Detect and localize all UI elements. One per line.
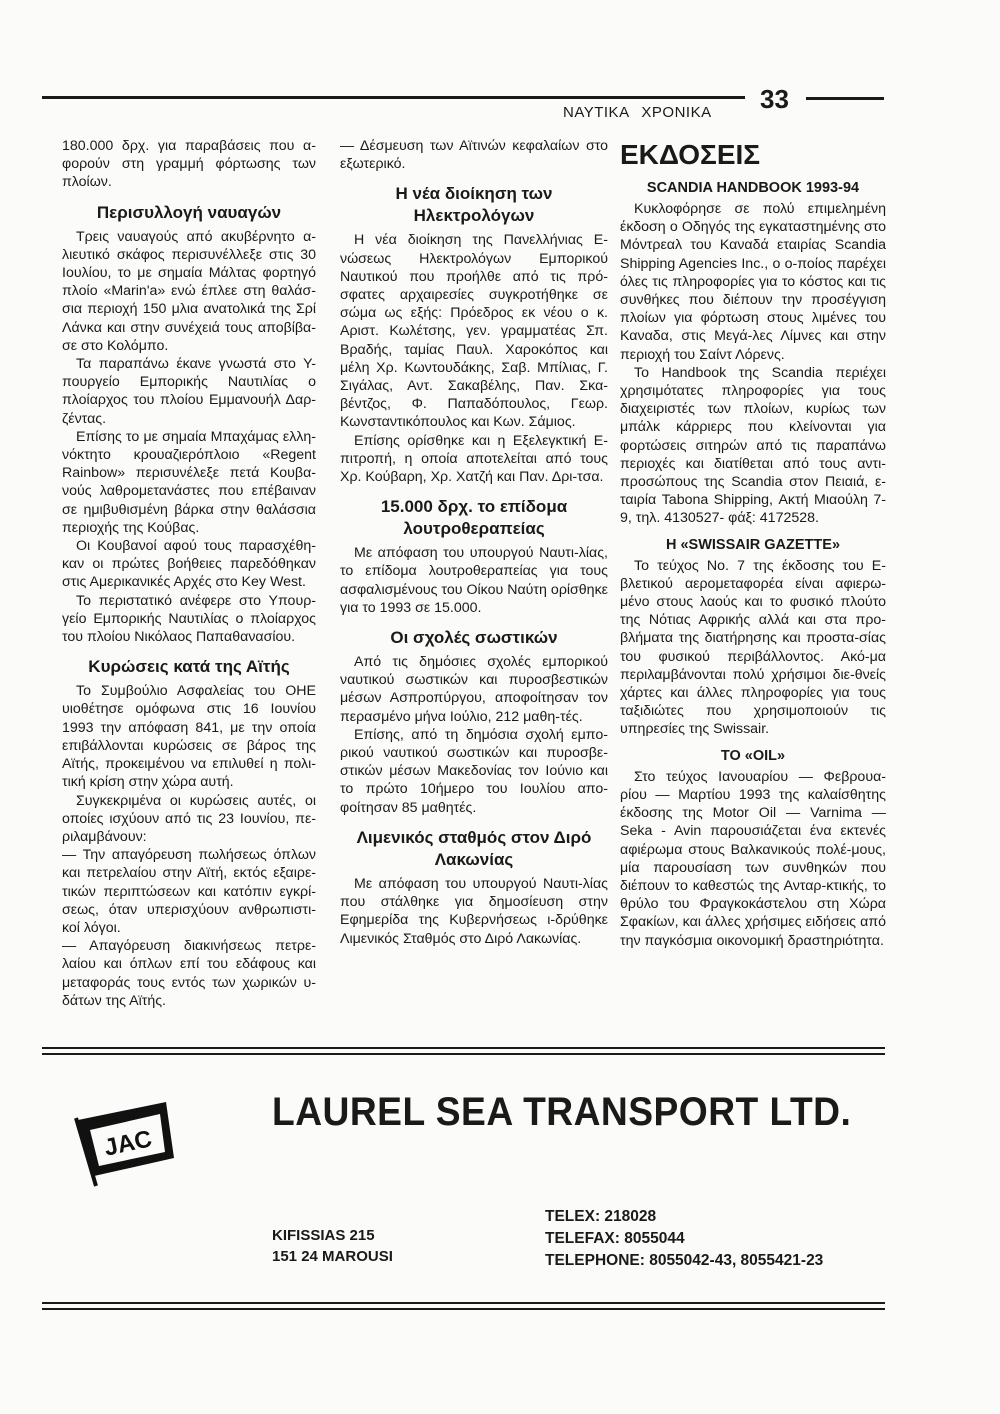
article-heading: ΤΟ «OIL» bbox=[720, 747, 786, 764]
article-paragraph: Το Συμβούλιο Ασφαλείας του ΟΗΕ υιοθέτησε ομόφωνα στις 16 Ιουνίου 1993 την απόφαση 841, με την οποία επιβάλλονται κυρώσεις σε βάρος της Αϊτής, προκειμένου να επιλυθεί η πολι-τική κρίση στην χώρα αυτή. bbox=[62, 683, 316, 791]
article-paragraph: Τα παραπάνω έκανε γνωστά στο Υ-πουργείο Εμπορικής Ναυτιλίας ο πλοίαρχος του πλοίου Εμμανουήλ Δαρ-ζέντας. bbox=[62, 356, 316, 427]
footer-rule-2 bbox=[42, 1308, 885, 1310]
article-paragraph: Το τεύχος No. 7 της έκδοσης του Ε-βλετικού αερομεταφορέα είναι αφιερω-μένο στους λαούς και το φυσικό πλούτο της Νότιας Αφρικής αλλά και στα προ-βλήματα της διατήρησης και προστα-σίας του φυσικού περιβάλλοντος. Ακό-μα περιλαμβάνονται πολύ χρήσιμοι διε-θνείς χάρτες και άλλες πληροφορίες για τους ταξιδιώτες που χρησιμοποιούν τις υπηρεσίες της Swissair. bbox=[620, 557, 886, 738]
article-paragraph: Η νέα διοίκηση της Πανελλήνιας Ε-νώσεως Ηλεκτρολόγων Εμπορικού Ναυτικού που προήλθε από τις πρό-σφατες αρχαιρεσίες συγκροτήθηκε σε σώμα ως εξής: Πρόεδρος εκ νέου ο κ. Αριστ. Κωλέτσης, γεν. γραμματέας Σπ. Βραδής, ταμίας Παυλ. Χαροκόπος και μέλη Χρ. Κωντουδάκης, Σαβ. Μπίλιας, Γ. Σιγάλας, Αντ. Σακαβέλης, Παν. Σκα-βέντζος, Φ. Παπαδόπουλος, Γεωρ. Κωνσταντικόπουλος και Κων. Σάμιος. bbox=[340, 232, 608, 431]
header-rule-left bbox=[42, 96, 745, 99]
article-heading: ΕΚΔΟΣΕΙΣ bbox=[620, 139, 761, 170]
article-heading: Λιμενικός σταθμός στον Διρό Λακωνίας bbox=[356, 827, 592, 869]
address-line: KIFISSIAS 215 bbox=[272, 1227, 375, 1244]
advert-rule-top-1 bbox=[42, 1047, 885, 1049]
article-paragraph: Επίσης ορίσθηκε και η Εξελεγκτική Ε-πιτροπή, η οποία αποτελείται από τους Χρ. Κούβαρη, Χρ. Χατζή και Παν. Δρι-τσα. bbox=[340, 432, 608, 486]
article-paragraph: Με απόφαση του υπουργού Ναυτι-λίας που στάλθηκε για δημοσίευση στην Εφημερίδα της Κυβερνήσεως ι-δρύθηκε Λιμενικός Σταθμός στο Διρό Λακωνίας. bbox=[340, 875, 608, 947]
svg-text:JAC: JAC bbox=[101, 1125, 155, 1162]
company-name: LAUREL SEA TRANSPORT LTD. bbox=[272, 1090, 852, 1134]
article-paragraph: Τρεις ναυαγούς από ακυβέρνητο α-λιευτικό σκάφος περισυνέλλεξε στις 30 Ιουλίου, το με σημαία Μάλτας φορτηγό πλοίο «Marin'a» ενώ έπλεε στη θαλάσ-σια περιοχή 150 μλια ανατολικά της Σρί Λάνκα και στην συνέχειά τους αποβίβα-σε στο Κολόμπο. bbox=[62, 228, 316, 354]
article-heading: Οι σχολές σωστικών bbox=[390, 628, 558, 648]
jac-flag-logo bbox=[66, 1098, 181, 1188]
article-paragraph: Από τις δημόσιες σχολές εμπορικού ναυτικού σωστικών και πυροσβεστικών μέσων Ασπροπύργου, αποφοίτησαν τον περασμένο μήνα Ιούλιο, 212 μαθη-τές. bbox=[340, 654, 608, 725]
article-heading: Η «SWISSAIR GAZETTE» bbox=[665, 536, 841, 553]
article-paragraph: 180.000 δρχ. για παραβάσεις που α-φορούν στη γραμμή φόρτωσης των πλοίων. bbox=[62, 138, 316, 191]
article-paragraph: Με απόφαση του υπουργού Ναυτι-λίας, το επίδομα λουτροθεραπείας για τους ασφαλισμένους του Οίκου Ναύτη ορίσθηκε για το 1993 σε 15.000. bbox=[340, 545, 608, 616]
telefax: TELEFAX: 8055044 bbox=[545, 1230, 685, 1247]
telephone: TELEPHONE: 8055042-43, 8055421-23 bbox=[545, 1252, 824, 1269]
article-paragraph: — Δέσμευση των Αϊτινών κεφαλαίων στο εξωτερικό. bbox=[340, 138, 608, 173]
article-paragraph: — Την απαγόρευση πωλήσεως όπλων και πετρελαίου στην Αϊτή, εκτός εξαιρε-τικών περιπτώσεων και κατόπιν εγκρί-σεως, όταν υπερισχύουν ανθρωπιστι-κοί λόγοι. bbox=[62, 847, 316, 936]
company-contact bbox=[545, 1206, 823, 1272]
column-3 bbox=[620, 137, 886, 950]
article-paragraph: Το Handbook της Scandia περιέχει χρησιμότατες πληροφορίες για τους διαχειριστές των πλοίων, κυρίως των μπάλκ κάρριερς που κλείνονται για φορτώσεις σιτηρών από τις παραπάνω περιοχές και διατίθεται από τους αντι-προσώπους της Scandia στον Πειαιά, ε-ταιρία Tabona Shipping, Ακτή Μιαούλη 7-9, τηλ. 4130527- φάξ: 4172528. bbox=[620, 364, 886, 527]
article-paragraph: Επίσης, από τη δημόσια σχολή εμπο-ρικού ναυτικού σωστικών και πυροσβε-στικών μέσων Μακεδονίας τον Ιούνιο και το πρώτο 10ήμερο του Ιουλίου απο-φοίτησαν 85 μαθητές. bbox=[340, 726, 608, 816]
page-number: 33 bbox=[760, 84, 789, 114]
article-heading: Η νέα διοίκηση των Ηλεκτρολόγων bbox=[395, 184, 553, 226]
article-heading: Περισυλλογή ναυαγών bbox=[96, 202, 282, 222]
article-paragraph: Στο τεύχος Ιανουαρίου — Φεβρουα-ρίου — Μαρτίου 1993 της καλαίσθητης έκδοσης της Motor Oil — Varnima — Seka - Avin παρουσιάζεται ένα εκτενές αφιέρωμα στους Βαλκανικούς πολέ-μους, μία παρουσίαση των συνθηκών που διέπουν το καθεστώς της Ανταρ-κτικής, το θρύλο του Φραγκοκάστελου στη Χώρα Σφακίων, και άλλες χρήσιμες ειδήσεις από την παγκόσμια οικονομική δραστηριότητα. bbox=[620, 768, 886, 949]
article-paragraph: Επίσης το με σημαία Μπαχάμας ελλη-νόκτητο κρουαζιερόπλοιο «Regent Rainbow» περισυνέλεξε πετά Κουβα-νούς λαθρομετανάστες που επέβαιναν σε ημιβυθισμένη βάρκα στην θαλάσσια περιοχής της Κούβας. bbox=[62, 428, 316, 536]
article-heading: 15.000 δρχ. το επίδομα λουτροθεραπείας bbox=[380, 497, 568, 539]
column-1 bbox=[62, 137, 316, 1010]
running-header: ΝΑΥΤΙΚΑ ΧΡΟΝΙΚΑ bbox=[563, 104, 712, 121]
footer-rule-1 bbox=[42, 1302, 885, 1304]
column-2 bbox=[340, 137, 608, 948]
article-paragraph: Κυκλοφόρησε σε πολύ επιμελημένη έκδοση ο Οδηγός της εγκαταστημένης στο Μόντρεαλ του Καναδά εταιρίας Scandia Shipping Agencies Inc., ο ο-ποίος παρέχει όλες τις πληροφορίες για το κόστος και τις συνθήκες που διέπουν την προσέγγιση πλοίων για φόρτωση στους λιμένες του Καναδα, στις Μεγά-λες Λίμνες και στην περιοχή του Σαίντ Λόρενς. bbox=[620, 201, 886, 363]
article-paragraph: Συγκεκριμένα οι κυρώσεις αυτές, οι οποίες ισχύουν από τις 23 Ιουνίου, πε-ριλαμβάνουν: bbox=[62, 792, 316, 845]
header-rule-right bbox=[806, 97, 884, 100]
company-address bbox=[272, 1225, 393, 1267]
address-line: 151 24 MAROUSI bbox=[272, 1248, 393, 1265]
advert-rule-top-2 bbox=[42, 1053, 885, 1055]
telex: TELEX: 218028 bbox=[545, 1208, 657, 1225]
article-paragraph: Οι Κουβανοί αφού τους παρασχέθη-καν οι πρώτες βοήθειες παρεδόθηκαν στις Αμερικανικές Αρχές στο Key West. bbox=[62, 538, 316, 591]
article-heading: SCANDIA HANDBOOK 1993-94 bbox=[646, 180, 860, 196]
article-heading: Κυρώσεις κατά της Αϊτής bbox=[88, 657, 290, 677]
article-paragraph: — Απαγόρευση διακινήσεως πετρε-λαίου και όπλων επί του εδάφους και μεταφοράς τους εντός των χωρικών υ-δάτων της Αϊτής. bbox=[62, 938, 316, 1009]
article-paragraph: Το περιστατικό ανέφερε στο Υπουρ-γείο Εμπορικής Ναυτιλίας ο πλοίαρχος του πλοίου Νικόλαος Παπαθανασίου. bbox=[62, 592, 316, 646]
